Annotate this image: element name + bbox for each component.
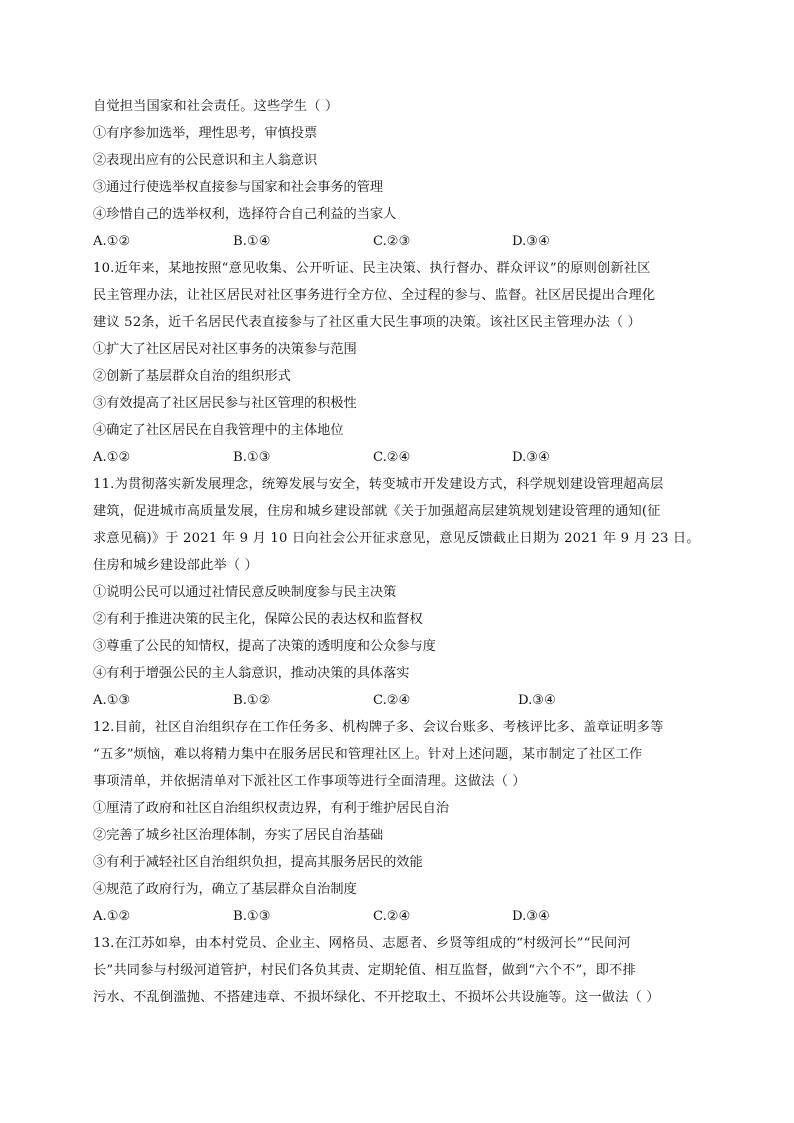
- option-c[interactable]: C.②④: [373, 693, 411, 708]
- choice-statement-3: ③通过行使选举权直接参与国家和社会事务的管理: [93, 180, 384, 195]
- question-stem-line: 建议 52条，近千名居民代表直接参与了社区重大民生事项的决策。该社区民主管理办法（ ）: [93, 315, 642, 330]
- choice-statement-1: ①有序参加选举，理性思考，审慎投票: [93, 126, 318, 141]
- option-b[interactable]: B.①②: [233, 693, 271, 708]
- option-a[interactable]: A.①②: [93, 234, 131, 249]
- choice-statement-2: ②表现出应有的公民意识和主人翁意识: [93, 153, 318, 168]
- choice-statement-3: ③有效提高了社区居民参与社区管理的积极性: [93, 396, 357, 411]
- option-b[interactable]: B.①③: [233, 450, 271, 465]
- question-10: [93, 255, 703, 471]
- answer-options: [93, 228, 703, 255]
- question-stem-line: 住房和城乡建设部此举（ ）: [93, 558, 259, 573]
- choice-statement-4: ④规范了政府行为，确立了基层群众自治制度: [93, 882, 357, 897]
- choice-statement-3: ③有利于减轻社区自治组织负担，提高其服务居民的效能: [93, 855, 423, 870]
- option-a[interactable]: A.①③: [93, 693, 131, 708]
- question-stem-line: 12.目前，社区自治组织存在工作任务多、机构牌子多、会议台账多、考核评比多、盖章证明多等: [93, 720, 664, 735]
- option-d[interactable]: D.③④: [512, 450, 550, 465]
- option-c[interactable]: C.②④: [373, 450, 411, 465]
- option-a[interactable]: A.①②: [93, 450, 131, 465]
- option-d[interactable]: D.③④: [518, 693, 556, 708]
- choice-statement-1: ①扩大了社区居民对社区事务的决策参与范围: [93, 342, 357, 357]
- answer-options: [93, 903, 703, 930]
- choice-statement-2: ②创新了基层群众自治的组织形式: [93, 369, 291, 384]
- option-a[interactable]: A.①②: [93, 909, 131, 924]
- question-stem-line: 民主管理办法，让社区居民对社区事务进行全方位、全过程的参与、监督。社区居民提出合理化: [93, 288, 656, 303]
- choice-statement-4: ④珍惜自己的选举权利，选择符合自己利益的当家人: [93, 207, 397, 222]
- choice-statement-3: ③尊重了公民的知情权，提高了决策的透明度和公众参与度: [93, 639, 436, 654]
- question-11: [93, 471, 703, 714]
- question-9: [93, 93, 703, 255]
- option-d[interactable]: D.③④: [512, 234, 550, 249]
- question-stem-line: 10.近年来，某地按照“意见收集、公开听证、民主决策、执行督办、群众评议”的原则创新社区: [93, 261, 651, 276]
- question-stem-line: 事项清单，并依据清单对下派社区工作事项等进行全面清理。这做法（ ）: [93, 774, 526, 789]
- question-stem-line: 求意见稿)》于 2021 年 9 月 10 日向社会公开征求意见，意见反馈截止日期为 2021 年 9 月 23 日。: [93, 531, 700, 546]
- question-stem-line: “五多”烦恼，难以将精力集中在服务居民和管理社区上。针对上述问题，某市制定了社区工作: [93, 747, 643, 762]
- question-12: [93, 714, 703, 930]
- choice-statement-1: ①厘清了政府和社区自治组织权责边界，有利于维护居民自治: [93, 801, 450, 816]
- question-stem-line: 自觉担当国家和社会责任。这些学生（ ）: [93, 99, 339, 114]
- exam-page: [93, 93, 703, 1011]
- question-stem-line: 建筑，促进城市高质量发展，住房和城乡建设部就《关于加强超高层建筑规划建设管理的通知(征: [93, 504, 661, 519]
- option-c[interactable]: C.②④: [373, 909, 411, 924]
- option-c[interactable]: C.②③: [373, 234, 411, 249]
- answer-options: [93, 687, 703, 714]
- question-stem-line: 污水、不乱倒滥抛、不搭建违章、不损坏绿化、不开挖取土、不损坏公共设施等。这一做法（ ）: [93, 990, 660, 1005]
- question-stem-line: 11.为贯彻落实新发展理念，统筹发展与安全，转变城市开发建设方式，科学规划建设管理超高层: [93, 477, 664, 492]
- answer-options: [93, 444, 703, 471]
- option-b[interactable]: B.①③: [233, 909, 271, 924]
- option-d[interactable]: D.③④: [512, 909, 550, 924]
- option-b[interactable]: B.①④: [233, 234, 271, 249]
- choice-statement-2: ②完善了城乡社区治理体制，夯实了居民自治基础: [93, 828, 384, 843]
- question-13: [93, 930, 703, 1011]
- choice-statement-4: ④确定了社区居民在自我管理中的主体地位: [93, 423, 344, 438]
- choice-statement-1: ①说明公民可以通过社情民意反映制度参与民主决策: [93, 585, 397, 600]
- question-stem-line: 13.在江苏如皋，由本村党员、企业主、网格员、志愿者、乡贤等组成的“村级河长”“民间河: [93, 936, 631, 951]
- choice-statement-2: ②有利于推进决策的民主化，保障公民的表达权和监督权: [93, 612, 423, 627]
- choice-statement-4: ④有利于增强公民的主人翁意识，推动决策的具体落实: [93, 666, 410, 681]
- question-stem-line: 长”共同参与村级河道管护，村民们各负其责、定期轮值、相互监督，做到“六个不”，即不排: [93, 963, 636, 978]
